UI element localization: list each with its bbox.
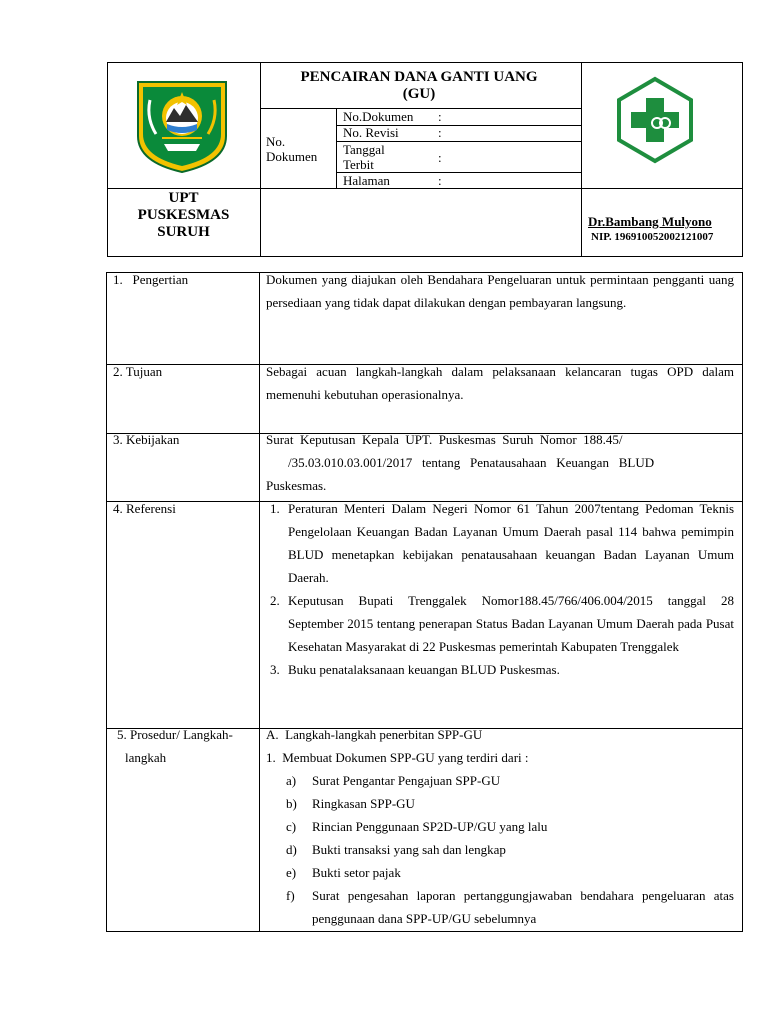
kebijakan-line-2: /35.03.010.03.001/2017 tentang Penatausahaan Keuangan BLUD (288, 455, 655, 470)
field-halaman: Halaman (343, 173, 390, 188)
document-title (259, 69, 579, 103)
org-name: UPT PUSKESMAS SURUH (137, 190, 230, 240)
field-no-revisi-sep: : (438, 125, 442, 140)
label-tujuan: 2. Tujuan (113, 364, 163, 379)
referensi-item: 1. Peraturan Menteri Dalam Negeri Nomor 61 Tahun 2007tentang Pedoman Teknis Pengelolaan Keuangan Badan Layanan Umum Daerah pasal 114 bahwa pemimpin BLUD menetapkan kebijakan penatausahaan keuangan Badan Layanan Umum Daerah. (270, 501, 734, 585)
prosedur-subitem: e) Bukti setor pajak (286, 865, 401, 880)
health-cross-logo (611, 76, 699, 164)
text-tujuan: Sebagai acuan langkah-langkah dalam pelaksanaan kelancaran tugas OPD dalam memenuhi kebutuhan operasionalnya. (266, 364, 734, 402)
prosedur-subitem: a) Surat Pengantar Pengajuan SPP-GU (286, 773, 501, 788)
label-kebijakan: 3. Kebijakan (113, 432, 180, 447)
regency-logo (134, 78, 230, 174)
field-tanggal-terbit: Tanggal Terbit (343, 142, 385, 172)
prosedur-content (266, 723, 734, 930)
prosedur-subitem: d) Bukti transaksi yang sah dan lengkap (286, 842, 506, 857)
label-pengertian: 1. Pengertian (113, 272, 189, 287)
signer-nip: NIP. 196910052002121007 (591, 231, 714, 243)
title-line-2: (GU) (402, 86, 436, 102)
signer-name: Dr.Bambang Mulyono (588, 214, 712, 229)
referensi-item: 2. Keputusan Bupati Trenggalek Nomor188.45/766/406.004/2015 tanggal 28 September 2015 tentang penerapan Status Badan Layanan Umum Daerah pada Pusat Kesehatan Masyarakat di 22 Puskesmas pemerintah Kabupaten Trenggalek (270, 593, 734, 654)
referensi-item: 3. Buku penatalaksanaan keuangan BLUD Puskesmas. (270, 662, 560, 677)
kebijakan-line-3: Puskesmas. (266, 478, 327, 493)
no-dokumen-label: No. Dokumen (266, 134, 318, 164)
label-prosedur: 5. Prosedur/ Langkah- langkah (117, 727, 233, 765)
field-no-dokumen-sep: : (438, 109, 442, 124)
title-line-1: PENCAIRAN DANA GANTI UANG (300, 69, 538, 85)
prosedur-subitem: f) Surat pengesahan laporan pertanggungjawaban bendahara pengeluaran atas penggunaan dana SPP-UP/GU sebelumnya (286, 888, 734, 926)
prosedur-step-1: 1. Membuat Dokumen SPP-GU yang terdiri dari : (266, 750, 529, 765)
field-no-revisi: No. Revisi (343, 125, 399, 140)
field-no-dokumen: No.Dokumen (343, 109, 414, 124)
text-pengertian: Dokumen yang diajukan oleh Bendahara Pengeluaran untuk permintaan pengganti uang persediaan yang tidak dapat dilakukan dengan pembayaran langsung. (266, 272, 734, 310)
prosedur-subitem: b) Ringkasan SPP-GU (286, 796, 415, 811)
label-referensi: 4. Referensi (113, 501, 176, 516)
kebijakan-line-1: Surat Keputusan Kepala UPT. Puskesmas Suruh Nomor 188.45/ (266, 432, 623, 447)
prosedur-heading: A. Langkah-langkah penerbitan SPP-GU (266, 727, 483, 742)
referensi-list (266, 497, 734, 681)
prosedur-subitem: c) Rincian Penggunaan SP2D-UP/GU yang lalu (286, 819, 548, 834)
field-tanggal-terbit-sep: : (438, 150, 442, 165)
field-halaman-sep: : (438, 173, 442, 188)
